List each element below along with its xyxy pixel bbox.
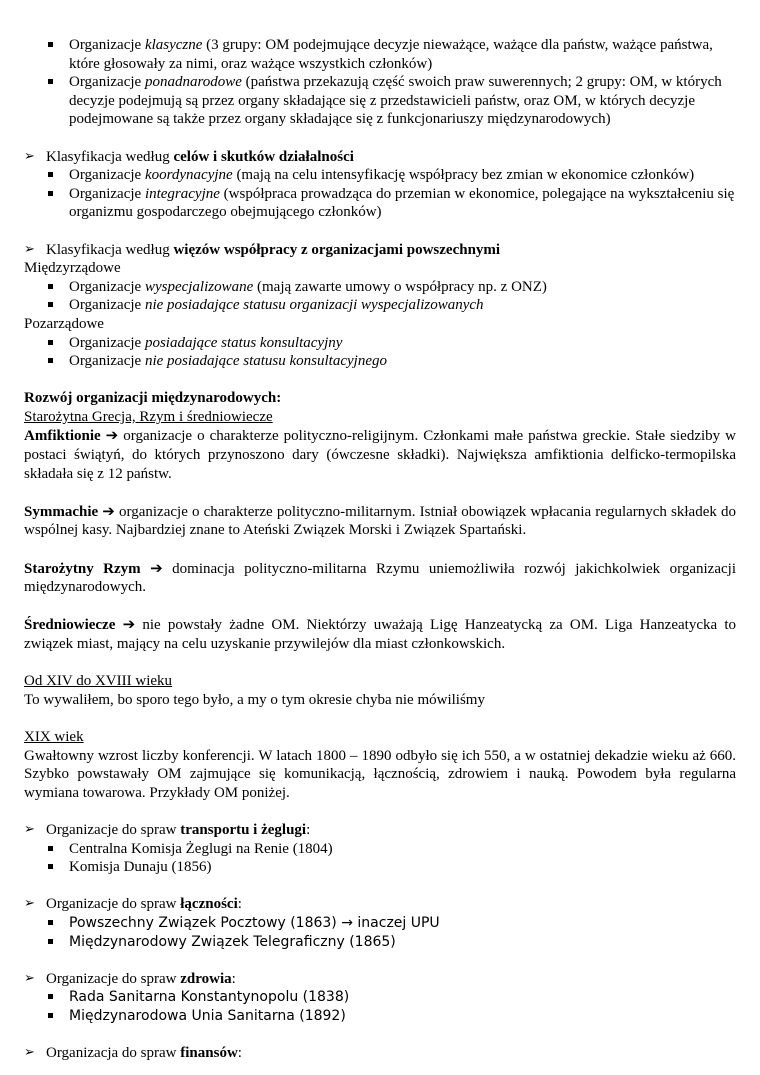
group2-list	[24, 334, 736, 371]
group-label: Pozarządowe	[24, 315, 104, 332]
list-item: Organizacje wyspecjalizowane (mają zawarte umowy o współpracy np. z ONZ)	[24, 278, 736, 297]
category-transport-list	[24, 840, 736, 877]
list-item: Międzynarodowy Związek Telegraficzny (1865)	[24, 933, 736, 952]
arrow-icon: ➔	[105, 426, 119, 445]
category-zdrowie-list	[24, 988, 736, 1025]
arrowhead-bullet-icon: ➢	[24, 148, 35, 164]
group-label: Międzyrządowe	[24, 260, 121, 277]
paragraph-sredniowiecze: Średniowiecze ➔ nie powstały żadne OM. Niektórzy uważają Ligę Hanzeatycką za OM. Liga Hanzeatycka to związek miast, mający na celu uzyskanie przywilejów dla miast członkowskich.	[24, 615, 736, 652]
category-lacznosc-heading: ➢ Organizacje do spraw łączności:	[24, 896, 242, 913]
list-item: Organizacje nie posiadające statusu konsultacyjnego	[24, 352, 736, 371]
list-item: Powszechny Związek Pocztowy (1863) → inaczej UPU	[24, 914, 736, 933]
list-item: Organizacje klasyczne (3 grupy: OM podejmujące decyzje nieważące, ważące dla państw, ważące państwa, które głosowały za nimi, oraz ważące wszystkich członków)	[24, 36, 736, 73]
arrow-icon: ➔	[150, 558, 163, 577]
arrowhead-bullet-icon: ➢	[24, 1045, 35, 1061]
group1-list	[24, 278, 736, 315]
list-item: Rada Sanitarna Konstantynopolu (1838)	[24, 988, 736, 1007]
subheading-xiv: Od XIV do XVIII wieku	[24, 673, 173, 690]
paragraph-amfiktionie: Amfiktionie ➔ organizacje o charakterze polityczno-religijnym. Członkami małe państwa greckie. Stałe siedziby w postaci świątyń, do których przynoszono dary (ówczesne składki). Największa amfiktionia delficko-termopilska składała się z 12 państw.	[24, 426, 736, 482]
arrowhead-bullet-icon: ➢	[24, 821, 35, 837]
list-item: Komisja Dunaju (1856)	[24, 858, 736, 877]
list-item: Organizacje posiadające status konsultacyjny	[24, 334, 736, 353]
subheading-xix: XIX wiek	[24, 728, 84, 745]
list-item: Organizacje koordynacyjne (mają na celu intensyfikację współpracy bez zmian w ekonomice członków)	[24, 166, 736, 185]
list-item: Organizacje integracyjne (współpraca prowadząca do przemian w ekonomice, polegające na wykształceniu się organizmu gospodarczego obejmującego członków)	[24, 185, 736, 222]
classification-ties-heading: ➢ Klasyfikacja według więzów współpracy z organizacjami powszechnymi	[24, 241, 501, 258]
category-transport-heading: ➢ Organizacje do spraw transportu i żeglugi:	[24, 821, 311, 838]
arrow-icon: ➔	[122, 615, 136, 634]
arrow-icon: ➔	[102, 501, 115, 520]
arrowhead-bullet-icon: ➢	[24, 241, 35, 257]
document-page	[24, 36, 736, 1063]
paragraph-xiv: To wywaliłem, bo sporo tego było, a my o tym okresie chyba nie mówiliśmy	[24, 691, 485, 708]
arrowhead-bullet-icon: ➢	[24, 970, 35, 986]
category-zdrowie-heading: ➢ Organizacje do spraw zdrowia:	[24, 970, 236, 987]
section2-list	[24, 166, 736, 222]
section-title: Rozwój organizacji międzynarodowych:	[24, 390, 282, 407]
arrowhead-bullet-icon: ➢	[24, 896, 35, 912]
paragraph-rzym: Starożytny Rzym ➔ dominacja polityczno-militarna Rzymu uniemożliwiła rozwój jakichkolwiek organizacji międzynarodowych.	[24, 558, 736, 596]
category-lacznosc-list	[24, 914, 736, 951]
classification-goals-heading: ➢ Klasyfikacja według celów i skutków działalności	[24, 148, 354, 165]
list-item: Organizacje nie posiadające statusu organizacji wyspecjalizowanych	[24, 296, 736, 315]
subheading-ancient: Starożytna Grecja, Rzym i średniowiecze	[24, 408, 273, 425]
category-finanse-heading: ➢ Organizacja do spraw finansów:	[24, 1045, 242, 1062]
paragraph-symmachie: Symmachie ➔ organizacje o charakterze polityczno-militarnym. Istniał obowiązek wpłacania regularnych składek do wspólnej kasy. Najbardziej znane to Ateński Związek Morski i Związek Spartański.	[24, 501, 736, 539]
list-item: Międzynarodowa Unia Sanitarna (1892)	[24, 1007, 736, 1026]
section1-list	[24, 36, 736, 129]
paragraph-xix: Gwałtowny wzrost liczby konferencji. W latach 1800 – 1890 odbyło się ich 550, a w ostatniej dekadzie wieku aż 660. Szybko powstawały OM zajmujące się komunikacją, łącznością, zdrowiem i nauką. Powodem była regularna wymiana towarowa. Przykłady OM poniżej.	[24, 747, 736, 801]
list-item: Organizacje ponadnarodowe (państwa przekazują część swoich praw suwerennych; 2 grupy: OM, w których decyzje podejmują są przez organy składające się z przedstawicieli państw, oraz OM, w których decyzje podejmowane są także przez organy składające się z funkcjonariuszy międzynarodowych)	[24, 73, 736, 129]
list-item: Centralna Komisja Żeglugi na Renie (1804)	[24, 840, 736, 859]
